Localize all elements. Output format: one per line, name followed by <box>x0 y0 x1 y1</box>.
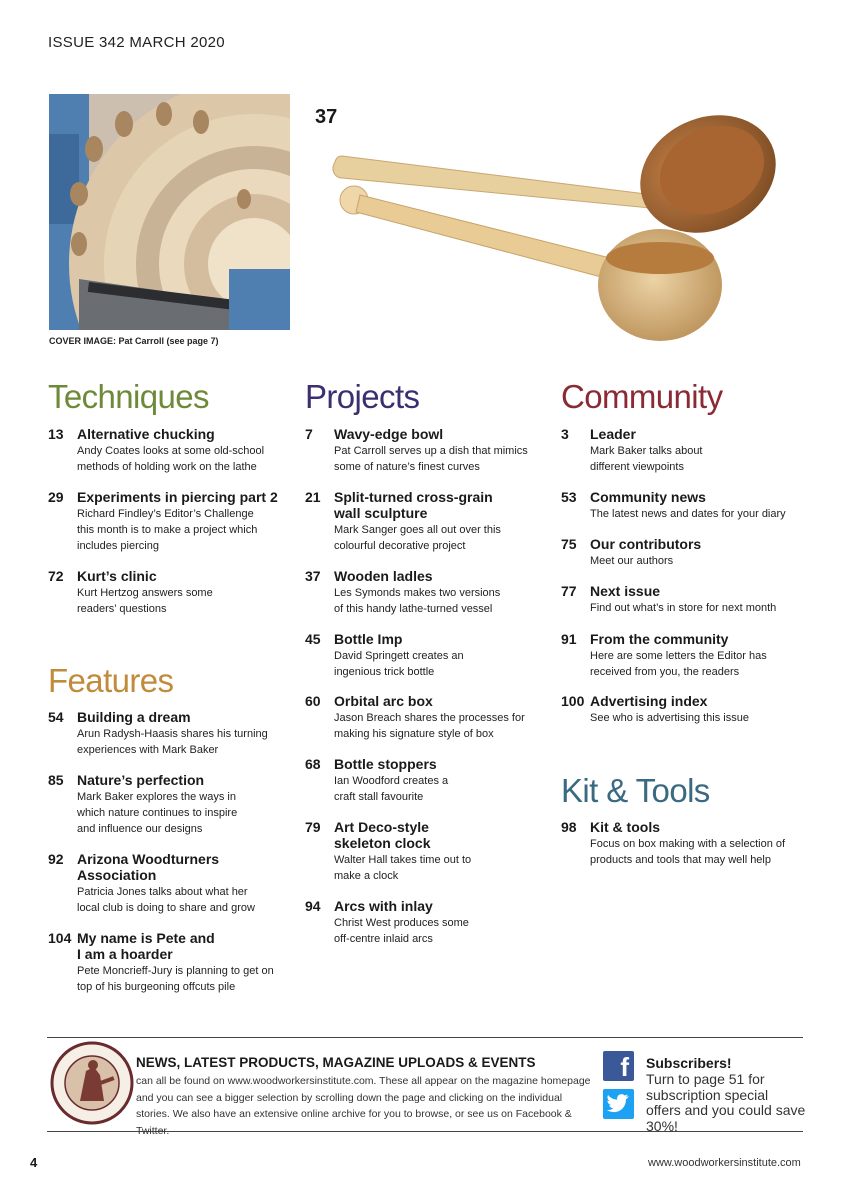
item-title: Next issue <box>590 583 661 599</box>
item-title: Art Deco-style skeleton clock <box>334 819 431 851</box>
contents-item <box>561 631 801 680</box>
item-title: Wooden ladles <box>334 568 433 584</box>
community-heading: Community <box>561 378 723 415</box>
item-title: Kurt’s clinic <box>77 568 157 584</box>
item-page-number: 29 <box>48 489 64 505</box>
item-page-number: 60 <box>305 693 321 709</box>
item-page-number: 94 <box>305 898 321 914</box>
item-description: Kurt Hertzog answers some readers’ questions <box>77 587 213 615</box>
contents-item <box>561 819 811 868</box>
item-page-number: 85 <box>48 772 64 788</box>
woodworkers-institute-logo <box>50 1041 134 1125</box>
item-description: Mark Baker explores the ways in which nature continues to inspire and influence our designs <box>77 791 238 835</box>
item-description: Ian Woodford creates a craft stall favourite <box>334 775 449 803</box>
item-description: Focus on box making with a selection of products and tools that may well help <box>590 838 786 866</box>
item-title: Orbital arc box <box>334 693 433 709</box>
item-title: Building a dream <box>77 709 191 725</box>
item-page-number: 77 <box>561 583 577 599</box>
contents-item <box>305 568 545 617</box>
item-page-number: 13 <box>48 426 64 442</box>
item-page-number: 37 <box>305 568 321 584</box>
item-page-number: 3 <box>561 426 569 442</box>
item-description: Walter Hall takes time out to make a clock <box>334 854 472 882</box>
features-heading: Features <box>48 662 174 699</box>
item-page-number: 100 <box>561 693 585 709</box>
twitter-icon[interactable] <box>603 1089 634 1119</box>
item-title: Experiments in piercing part 2 <box>77 489 278 505</box>
item-page-number: 54 <box>48 709 64 725</box>
contents-item <box>48 489 298 554</box>
contents-item <box>561 693 801 726</box>
item-description: Mark Sanger goes all out over this colourful decorative project <box>334 524 501 552</box>
item-title: Split-turned cross-grain wall sculpture <box>334 489 493 521</box>
item-description: Pat Carroll serves up a dish that mimics some of nature’s finest curves <box>334 445 528 473</box>
contents-item <box>305 898 545 947</box>
item-description: Richard Findley’s Editor’s Challenge this month is to make a project which includes piercing <box>77 508 258 552</box>
cover-caption: COVER IMAGE: Pat Carroll (see page 7) <box>49 336 219 346</box>
contents-item <box>48 930 288 995</box>
facebook-icon[interactable]: f <box>603 1051 634 1081</box>
item-page-number: 75 <box>561 536 577 552</box>
item-title: Bottle stoppers <box>334 756 437 772</box>
item-description: Christ West produces some off-centre inlaid arcs <box>334 917 469 945</box>
item-title: Kit & tools <box>590 819 660 835</box>
contents-item <box>561 426 801 475</box>
item-title: Alternative chucking <box>77 426 215 442</box>
item-description: David Springett creates an ingenious trick bottle <box>334 650 464 678</box>
subscribers-title: Subscribers! <box>646 1055 732 1071</box>
item-title: Community news <box>590 489 706 505</box>
website-url[interactable]: www.woodworkersinstitute.com <box>648 1157 801 1169</box>
item-page-number: 104 <box>48 930 72 946</box>
featured-page-number: 37 <box>315 106 338 128</box>
issue-header: ISSUE 342 MARCH 2020 <box>48 34 225 51</box>
item-title: From the community <box>590 631 729 647</box>
contents-item <box>305 426 545 475</box>
contents-item <box>305 693 545 742</box>
item-description: Jason Breach shares the processes for making his signature style of box <box>334 712 525 740</box>
techniques-heading: Techniques <box>48 378 209 415</box>
item-title: Advertising index <box>590 693 708 709</box>
item-page-number: 7 <box>305 426 313 442</box>
item-description: The latest news and dates for your diary <box>590 508 786 520</box>
item-title: Bottle Imp <box>334 631 403 647</box>
kit-tools-heading: Kit & Tools <box>561 772 710 809</box>
item-page-number: 21 <box>305 489 321 505</box>
page-number: 4 <box>30 1155 38 1170</box>
item-title: Wavy-edge bowl <box>334 426 444 442</box>
item-description: Mark Baker talks about different viewpoints <box>590 445 703 473</box>
item-title: Arizona Woodturners Association <box>77 851 220 883</box>
banner-title: NEWS, LATEST PRODUCTS, MAGAZINE UPLOADS & EVENTS <box>136 1055 536 1070</box>
contents-item <box>48 709 288 758</box>
contents-item <box>561 536 801 569</box>
subscribers-text: Turn to page 51 for subscription special offers and you could save 30%! <box>646 1071 806 1134</box>
item-title: My name is Pete and I am a hoarder <box>77 930 215 962</box>
item-description: Here are some letters the Editor has received from you, the readers <box>590 650 767 678</box>
item-description: Arun Radysh-Haasis shares his turning experiences with Mark Baker <box>77 728 268 756</box>
contents-item <box>48 426 288 475</box>
item-title: Arcs with inlay <box>334 898 433 914</box>
item-title: Nature’s perfection <box>77 772 205 788</box>
item-page-number: 92 <box>48 851 64 867</box>
item-description: Andy Coates looks at some old-school methods of holding work on the lathe <box>77 445 265 473</box>
item-title: Our contributors <box>590 536 702 552</box>
contents-item <box>305 631 545 680</box>
contents-item <box>561 583 801 616</box>
contents-item <box>48 568 288 617</box>
item-description: Pete Moncrieff-Jury is planning to get on top of his burgeoning offcuts pile <box>77 965 274 993</box>
contents-item <box>305 489 545 554</box>
projects-heading: Projects <box>305 378 420 415</box>
item-description: Find out what’s in store for next month <box>590 602 777 614</box>
item-description: Patricia Jones talks about what her local club is doing to share and grow <box>77 886 255 914</box>
item-page-number: 45 <box>305 631 321 647</box>
banner-text: can all be found on www.woodworkersinstitute.com. These all appear on the magazine homepage and you can see a bigger selection by scrolling down the page and clicking on the individual stories. We also have an extensive online archive for you to browse, or see us on Facebook & Twitter. <box>136 1075 591 1137</box>
item-page-number: 53 <box>561 489 577 505</box>
contents-item <box>48 772 288 837</box>
item-page-number: 91 <box>561 631 577 647</box>
item-description: Meet our authors <box>590 555 674 567</box>
item-title: Leader <box>590 426 636 442</box>
contents-item <box>305 819 545 884</box>
cover-image <box>49 94 290 330</box>
item-page-number: 72 <box>48 568 64 584</box>
contents-item <box>48 851 288 916</box>
item-page-number: 68 <box>305 756 321 772</box>
item-description: Les Symonds makes two versions of this handy lathe-turned vessel <box>334 587 501 615</box>
item-page-number: 79 <box>305 819 321 835</box>
banner-top-rule <box>47 1037 803 1038</box>
item-page-number: 98 <box>561 819 577 835</box>
ladles-photo <box>320 100 790 350</box>
item-description: See who is advertising this issue <box>590 712 749 724</box>
contents-item <box>305 756 545 805</box>
contents-item <box>561 489 801 522</box>
